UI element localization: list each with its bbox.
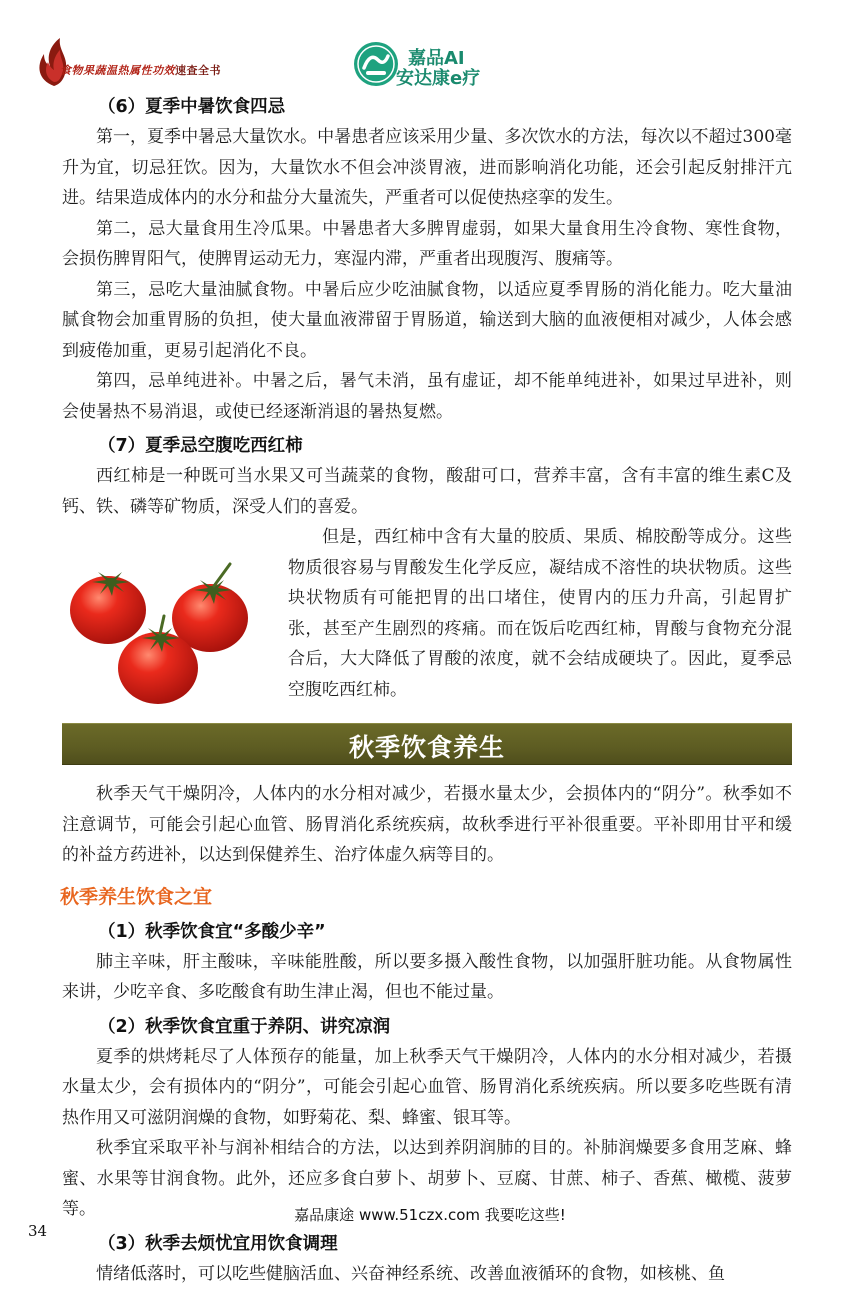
paragraph: 西红柿是一种既可当水果又可当蔬菜的食物，酸甜可口，营养丰富，含有丰富的维生素C及钙、铁、磷等矿物质，深受人们的喜爱。 xyxy=(62,461,792,522)
paragraph: 第二，忌大量食用生冷瓜果。中暑患者大多脾胃虚弱，如果大量食用生冷食物、寒性食物，会损伤脾胃阳气，使脾胃运动无力，寒湿内滞，严重者出现腹泻、腹痛等。 xyxy=(62,214,792,275)
paragraph: 第一，夏季中暑忌大量饮水。中暑患者应该采用少量、多次饮水的方法，每次以不超过300毫升为宜，切忌狂饮。因为，大量饮水不但会冲淡胃液，进而影响消化功能，还会引起反射排汗亢进。结果造成体内的水分和盐分大量流失，严重者可以促使热痉挛的发生。 xyxy=(62,122,792,214)
section-heading: （1）秋季饮食宜“多酸少辛” xyxy=(62,917,792,947)
series-title-rest: 速查全书 xyxy=(175,64,221,77)
paragraph: 第三，忌吃大量油腻食物。中暑后应少吃油腻食物，以适应夏季胃肠的消化能力。吃大量油腻食物会加重胃肠的负担，使大量血液滞留于胃肠道，输送到大脑的血液便相对减少，人体会感到疲倦加重，更易引起消化不良。 xyxy=(62,275,792,367)
section-heading: （6）夏季中暑饮食四忌 xyxy=(62,92,792,122)
chapter-banner xyxy=(62,723,792,765)
paragraph: 秋季宜采取平补与润补相结合的方法，以达到养阴润肺的目的。补肺润燥要多食用芝麻、蜂蜜、水果等甘润食物。此外，还应多食白萝卜、胡萝卜、豆腐、甘蔗、柿子、香蕉、橄榄、菠萝等。 xyxy=(62,1133,792,1225)
page-number: 34 xyxy=(28,1222,47,1240)
paragraph: 夏季的烘烤耗尽了人体预存的能量，加上秋季天气干燥阴冷，人体内的水分相对减少，若摄水量太少，会有损体内的“阴分”，可能会引起心血管、肠胃消化系统疾病。所以要多吃些既有清热作用又可滋阴润燥的食物，如野菊花、梨、蜂蜜、银耳等。 xyxy=(62,1042,792,1134)
paragraph: 秋季天气干燥阴冷，人体内的水分相对减少，若摄水量太少，会损体内的“阴分”。秋季如不注意调节，可能会引起心血管、肠胃消化系统疾病，故秋季进行平补很重要。平补即用甘平和缓的补益方药进补，以达到保健养生、治疗体虚久病等目的。 xyxy=(62,779,792,871)
section-heading: （2）秋季饮食宜重于养阴、讲究凉润 xyxy=(62,1012,792,1042)
paragraph: 第四，忌单纯进补。中暑之后，暑气未消，虽有虚证，却不能单纯进补，如果过早进补，则会使暑热不易消退，或使已经逐渐消退的暑热复燃。 xyxy=(62,366,792,427)
paragraph: 情绪低落时，可以吃些健脑活血、兴奋神经系统、改善血液循环的食物，如核桃、鱼 xyxy=(62,1259,792,1289)
brand-slogan: 安达康e疗 xyxy=(396,64,480,90)
page-header xyxy=(0,0,860,92)
section-heading: （3）秋季去烦忧宜用饮食调理 xyxy=(62,1229,792,1259)
paragraph: 肺主辛味，肝主酸味，辛味能胜酸，所以要多摄入酸性食物，以加强肝脏功能。从食物属性来讲，少吃辛食、多吃酸食有助生津止渴，但也不能过量。 xyxy=(62,947,792,1008)
section-heading: （7）夏季忌空腹吃西红柿 xyxy=(62,431,792,461)
brand-logo-icon xyxy=(352,40,400,88)
series-title-bold: 食物果蔬温热属性功效 xyxy=(60,64,175,77)
page-content xyxy=(62,92,792,1289)
banner-title: 秋季饮食养生 xyxy=(62,728,792,764)
paragraph: 但是，西红柿中含有大量的胶质、果质、棉胶酚等成分。这些物质很容易与胃酸发生化学反应，凝结成不溶性的块状物质。这些块状物质有可能把胃的出口堵住，使胃内的压力升高，引起胃扩张，甚至产生剧烈的疼痛。而在饭后吃西红柿，胃酸与食物充分混合后，大大降低了胃酸的浓度，就不会结成硬块了。因此，夏季忌空腹吃西红柿。 xyxy=(288,522,792,705)
brand-name: 嘉品AI xyxy=(408,44,465,70)
footer-text: 嘉品康途 www.51czx.com 我要吃这些! xyxy=(0,1204,860,1225)
tomato-text-block xyxy=(62,522,792,705)
tomato-image xyxy=(62,552,272,708)
section-title: 秋季养生饮食之宜 xyxy=(60,881,792,913)
series-title xyxy=(60,62,221,78)
